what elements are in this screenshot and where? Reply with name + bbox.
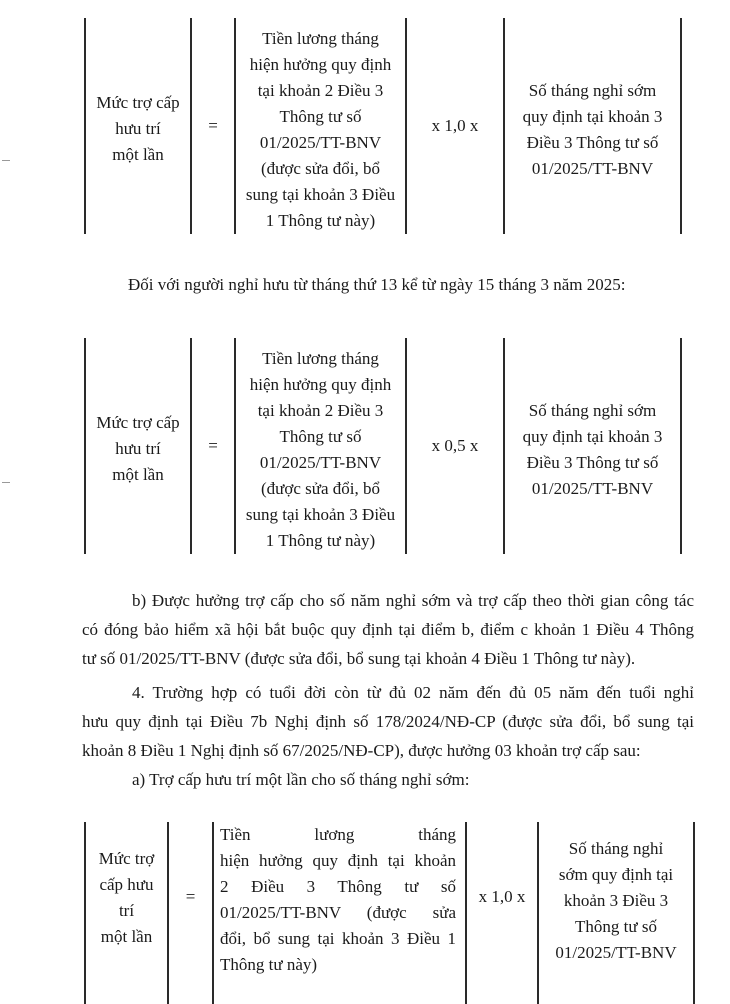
benefit-label: Mức trợ cấp hưu trí một lần [96,413,180,484]
bracket-line [167,822,169,1004]
salary-text: Tiền lương tháng hiện hưởng quy định tại khoản 2 Điều 3 Thông tư số 01/2025/TT-BNV (được sửa đổi, bổ sung tại khoản 3 Điều 1 Thông tư này) [220,825,456,974]
margin-mark [2,482,10,483]
equals-sign: = [208,116,218,135]
bracket-line [680,18,682,234]
salary-text: Tiền lương tháng hiện hưởng quy định tại khoản 2 Điều 3 Thông tư số 01/2025/TT-BNV (được sửa đổi, bổ sung tại khoản 3 Điều 1 Thông tư này) [245,349,396,550]
bracket-line [680,338,682,554]
benefit-label: Mức trợ cấp hưu trí một lần [98,849,155,946]
benefit-label: Mức trợ cấp hưu trí một lần [96,93,180,164]
bracket-line [212,822,214,1004]
months-text: Số tháng nghỉ sớm quy định tại khoản 3 Điều 3 Thông tư số 01/2025/TT-BNV [522,401,663,498]
months-text: Số tháng nghỉ sớm quy định tại khoản 3 Điều 3 Thông tư số 01/2025/TT-BNV [522,81,663,178]
document-page: Mức trợ cấp hưu trí một lần = Tiền lương tháng hiện hưởng quy định tại khoản 2 Điều 3 Thông tư số 01/2025/TT-BNV (được sửa đổi, bổ sung tại khoản 3 Điều 1 Thông tư này) x 1,0 x Số tháng nghỉ sớm quy định tại khoản 3 Điều 3 Thông tư số 01/2025/TT-BNV Đối với người nghỉ hưu từ tháng thứ 13 kể từ ngày 15 tháng 3 năm 2025: Mức trợ cấp hưu trí một lần = Tiền lương tháng hiện hưởng quy định tại khoản 2 Điều 3 Thông tư số 01/2025/TT-BNV (được sửa đổi, bổ sung tại khoản 3 Điều 1 Thông tư này) x 0,5 x Số tháng nghỉ sớm quy định tại khoản 3 Điều 3 Thông tư số 01/2025/TT-BNV b) Được hưởng trợ cấp cho số năm nghỉ sớm và trợ cấp theo thời gian công tác có đóng bảo hiểm xã hội bắt buộc quy định tại điểm b, điểm c khoản 1 Điều 4 Thông tư số 01/2025/TT-BNV (được sửa đổi, bổ sung tại khoản 4 Điều 1 Thông tư này). 4. Trường hợp có tuổi đời còn từ đủ 02 năm đến đủ 05 năm đến tuổi nghỉ hưu quy định tại Điều 7b Nghị định số 178/2024/NĐ-CP (được sửa đổi, bổ sung tại khoản 8 Điều 1 Nghị định số 67/2025/NĐ-CP), được hưởng 03 khoản trợ cấp sau: a) Trợ cấp hưu trí một lần cho số tháng nghỉ sớm: Mức trợ cấp hưu trí một lần = Tiền lương tháng hiện hưởng quy định tại khoản 2 Điều 3 Thông tư số 01/2025/TT-BNV (được sửa đổi, bổ sung tại khoản 3 Điều 1 Thông tư này) x 1,0 x Số tháng nghỉ sớm quy định tại khoản 3 Điều 3 Thông tư số 01/2025/TT-BNV [0,0,730,1004]
months-text: Số tháng nghỉ sớm quy định tại khoản 3 Điều 3 Thông tư số 01/2025/TT-BNV [555,839,677,962]
salary-text: Tiền lương tháng hiện hưởng quy định tại khoản 2 Điều 3 Thông tư số 01/2025/TT-BNV (được sửa đổi, bổ sung tại khoản 3 Điều 1 Thông tư này) [245,29,396,230]
multiplier: x 1,0 x [478,887,526,906]
equals-sign: = [185,887,196,906]
bracket-line [465,822,467,1004]
equals-sign: = [208,436,218,455]
intro-paragraph: Đối với người nghỉ hưu từ tháng thứ 13 kể từ ngày 15 tháng 3 năm 2025: [128,275,626,294]
multiplier: x 1,0 x [431,116,479,135]
multiplier: x 0,5 x [431,436,479,455]
paragraph-a: a) Trợ cấp hưu trí một lần cho số tháng nghỉ sớm: [132,770,470,789]
margin-mark [2,160,10,161]
bracket-line [693,822,695,1004]
